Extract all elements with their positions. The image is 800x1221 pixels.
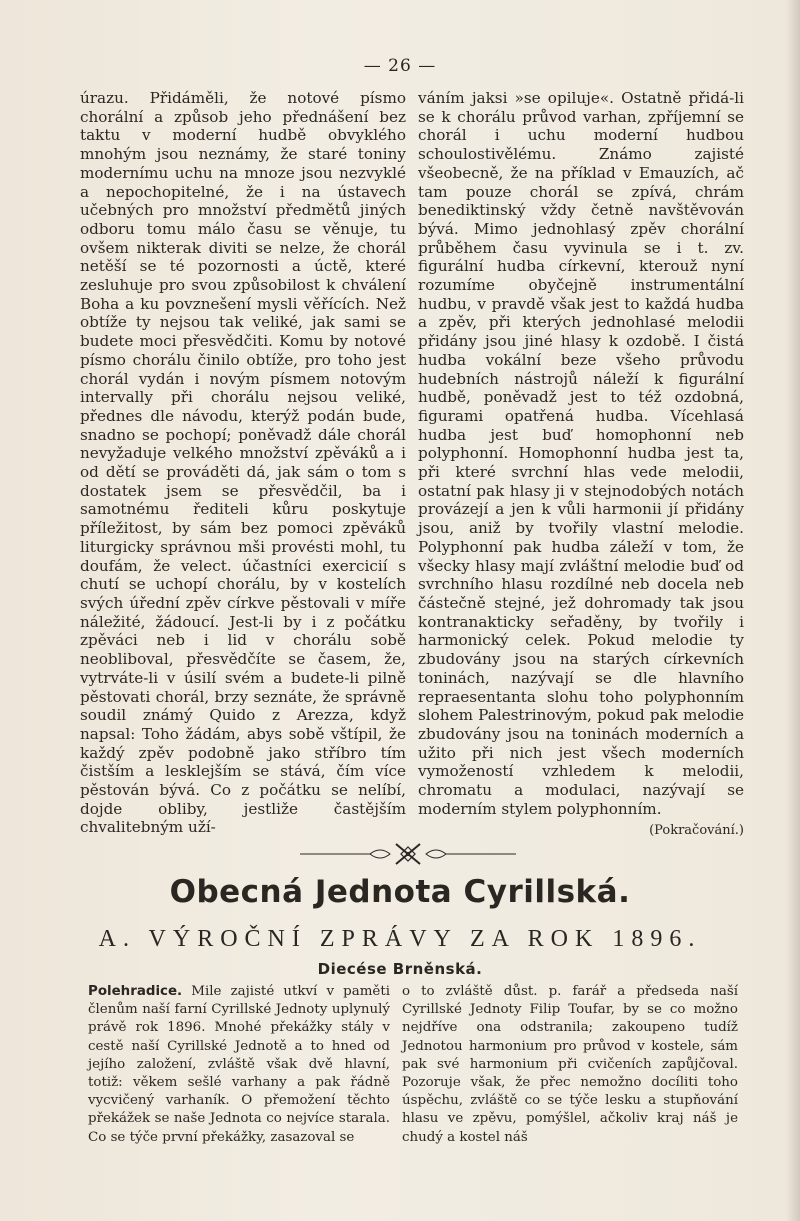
article-subtitle: A. VÝROČNÍ ZPRÁVY ZA ROK 1896. (98, 926, 702, 952)
section-heading: Diecése Brněnská. (317, 960, 483, 978)
article-left-text: úrazu. Přidáměli, že notové písmo chorální a způsob jeho přednášení bez taktu v moderní hudbě obvyklého mnohým jsou neznámy, že staré toniny modernímu uchu na mnoze jsou nezvyklé a nepochopitelné, že i na ústavech učebných pro množství předmětů jiných odboru tomu málo času se věnuje, tu ovšem nikterak diviti se nelze, že chorál netěší se té pozornosti a úctě, které zesluhuje pro svou způsobilost k chválení Boha a ku povznešení mysli věřících. Než obtíže ty nejsou tak veliké, jak sami se budete moci přesvědčiti. Komu by notové písmo chorálu činilo obtíže, pro toho jest chorál vydán i novým písmem notovým intervally při chorálu nejsou veliké, přednes dle návodu, kterýž podán bude, snadno se pochopí; poněvadž dále chorál nevyžaduje velkého množství zpěváků a i od dětí se prováděti dá, jak sám o tom s dostatek jsem se přesvědčil, ba i samotnému řediteli kůru poskytuje příležitost, by sám bez pomoci zpěváků liturgicky správnou mši provésti mohl, tu doufám, že velect. účastníci exercicií s chutí se uchopí chorálu, by v kostelích svých úřední zpěv církve pěstovali v míře náležité, žádoucí. Jest-li by i z počátku zpěváci neb i lid v chorálu sobě neobliboval, přesvědčíte se časem, že, vytrváte-li v úsilí svém a budete-li pilně pěstovati chorál, brzy seznáte, že správně soudil známý Quido z Arezza, když napsal: Toho žádám, abys sobě vštípil, že každý zpěv podobně jako stříbro tím čistším a lesklejším se stává, čím více pěstován bývá. Co z počátku se nelíbí, dojde obliby, jestliže častějším chvalitebným uží- (80, 89, 406, 837)
report-left-paragraph (88, 983, 390, 1147)
article-right-text: váním jaksi »se opiluje«. Ostatně přidá-li se k chorálu průvod varhan, zpříjemní se chorál i uchu moderní hudbou schoulostivělému. Známo zajisté všeobecně, že na příklad v Emauzích, ač tam pouze chorál se zpívá, chrám benediktinský vždy četně navštěvován bývá. Mimo jednohlasý zpěv chorální průběhem času vyvinula se i t. zv. figurální hudba církevní, kterouž nyní rozumíme obyčejně instrumentální hudbu, v pravdě však jest to každá hudba a zpěv, při kterých jednohlasé melodii přidány jsou jiné hlasy k ozdobě. I čistá hudba vokální beze všeho průvodu hudebních nástrojů náleží k figurální hudbě, poněvadž jest to též ozdobná, figurami opatřená hudba. Vícehlasá hudba jest buď homophonní neb polyphonní. Homophonní hudba jest ta, při které svrchní hlas vede melodii, ostatní pak hlasy ji v stejnodobých notách provázejí a jen k vůli harmonii jí přidány jsou, aniž by tvořily vlastní melodie. Polyphonní pak hudba záleží v tom, že všecky hlasy mají zvláštní melodie buď od svrchního hlasu rozdílné neb docela neb částečně stejné, jež dohromady tak jsou kontranakticky seřaděny, by tvořily i harmonický celek. Pokud melodie ty zbudovány jsou na starých církevních toninách, nazývají se dle hlavního repraesentanta slohu toho polyphonním slohem Palestrinovým, pokud pak melodie zbudovány jsou na toninách moderních a užito při nich jest všech moderních vymožeností vzhledem k melodii, chromatu a modulaci, nazývají se moderním stylem polyphonním. (418, 89, 744, 818)
page-edge-shadow (786, 0, 800, 1221)
report-left-text: Mile zajisté utkví v paměti členům naší farní Cyrillské Jednoty uplynulý právě rok 1896. Mnohé překážky stály v cestě naší Cyrillské Jednotě a to hned od jejího založení, zvláště však dvě hlavní, totiž: věkem sešlé varhany a pak řádně vycvičený varhaník. O přemožení těchto překážek se naše Jednota co nejvíce starala. Co se týče první překážky, zasazoval se (88, 984, 390, 1145)
report-left-column (88, 983, 390, 1147)
article-left-column (80, 89, 406, 837)
article-right-column (418, 89, 744, 841)
report-place-name: Polehradice. (88, 984, 183, 999)
report-right-column (402, 983, 738, 1147)
decorative-divider-icon (300, 840, 516, 868)
continued-note: (Pokračování.) (649, 823, 744, 839)
page-number: — 26 — (363, 56, 437, 76)
article-title: Obecná Jednota Cyrillská. (169, 874, 631, 910)
report-right-text: o to zvláště důst. p. farář a předseda naší Cyrillské Jednoty Filip Toufar, by se co možno nejdříve ona odstranila; zakoupeno tudíž Jednotou harmonium pro průvod v kostele, sám pak své harmonium při cvičeních zapůjčoval. Pozoruje však, že přec nemožno docíliti toho úspěchu, zvláště co se týče lesku a stupňování hlasu ve zpěvu, pomýšlel, ačkoliv kraj náš je chudý a kostel náš (402, 984, 738, 1145)
